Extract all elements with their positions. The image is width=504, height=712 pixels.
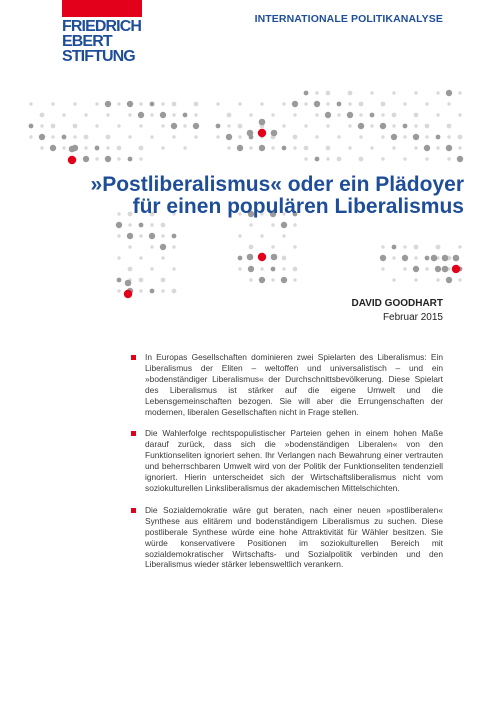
map-dot	[315, 135, 318, 138]
map-dot	[403, 124, 408, 129]
map-dot	[62, 113, 65, 116]
map-dot	[128, 135, 131, 138]
map-dot	[370, 146, 373, 149]
map-dot	[348, 146, 351, 149]
map-dot	[442, 266, 449, 273]
map-dot	[238, 102, 241, 105]
map-dot	[138, 112, 144, 118]
map-dot	[84, 135, 89, 140]
map-dot	[271, 267, 276, 272]
map-dot	[40, 146, 43, 149]
map-dot	[282, 102, 285, 105]
map-dot	[39, 134, 45, 140]
map-dot	[105, 156, 111, 162]
map-dot	[436, 278, 439, 281]
summary-item	[131, 352, 443, 417]
map-dot	[260, 267, 263, 270]
map-dot	[337, 102, 342, 107]
map-dot	[359, 113, 362, 116]
map-dot	[325, 112, 331, 118]
map-dot	[237, 145, 243, 151]
map-dot	[139, 223, 144, 228]
map-dot	[271, 223, 274, 226]
map-dot	[403, 157, 406, 160]
map-dot	[29, 124, 34, 129]
map-dot	[424, 145, 430, 151]
map-dot	[281, 277, 287, 283]
map-dot	[161, 256, 164, 259]
map-dot	[249, 113, 252, 116]
map-dot	[293, 113, 296, 116]
map-dot	[139, 146, 144, 151]
map-dot	[249, 278, 252, 281]
map-dot	[149, 233, 155, 239]
map-dot	[139, 124, 142, 127]
bullet-square-icon	[131, 508, 136, 513]
map-dot	[117, 289, 120, 292]
map-dot	[425, 102, 428, 105]
map-dot	[125, 280, 132, 287]
map-dot	[392, 91, 395, 94]
map-dot	[391, 134, 397, 140]
bullet-square-icon	[131, 431, 136, 436]
map-dot	[447, 102, 450, 105]
map-dot	[73, 124, 78, 129]
fes-logo	[62, 19, 162, 64]
map-dot	[359, 102, 364, 107]
map-dot	[381, 113, 384, 116]
map-dot	[227, 113, 232, 118]
map-dot	[172, 289, 177, 294]
author-name: DAVID GOODHART	[351, 298, 443, 309]
logo-red-bar	[62, 0, 142, 17]
map-dot	[414, 146, 417, 149]
map-dot	[172, 267, 175, 270]
map-dot	[117, 102, 120, 105]
map-dot	[106, 146, 109, 149]
map-dot-highlight	[124, 290, 132, 298]
logo-line-1: FRIEDRICH	[62, 18, 142, 35]
map-dot	[150, 135, 153, 138]
map-dot	[238, 124, 243, 129]
map-dot	[414, 113, 419, 118]
map-dot	[51, 124, 56, 129]
map-dot	[139, 278, 144, 283]
map-dot	[106, 113, 109, 116]
map-dot	[95, 102, 98, 105]
summary-text: Die Wahlerfolge rechtspopulistischer Parteien gehen in einem hohen Maße darauf zurück, dass sich die »bodenständigen Liberalen« von den Funktionseliten ignoriert sehen. Ihr Verlangen nach Bewahrung einer vertrauten und beherrschbaren Umwelt wird von der Politik der Funktionseliten tendenziell ignoriert. Hierin unterscheidet sich der Wirtschaftsliberalismus nicht vom soziokulturellen Linksliberalismus der akademischen Mittelschichten.	[145, 428, 443, 493]
map-dot	[447, 157, 450, 160]
map-dot	[392, 245, 397, 250]
map-dot	[150, 102, 155, 107]
summary-item	[131, 428, 443, 493]
map-dot	[238, 267, 241, 270]
map-dot	[292, 101, 298, 107]
map-dot	[347, 112, 353, 118]
map-dot	[293, 278, 296, 281]
map-dot	[161, 289, 164, 292]
map-dot	[446, 277, 452, 283]
title-line-1: »Postliberalismus« oder ein Plädoyer	[90, 173, 464, 196]
map-dot	[281, 222, 287, 228]
map-dot	[381, 245, 384, 248]
map-dot	[69, 146, 76, 153]
map-dot	[414, 124, 417, 127]
map-dot	[435, 266, 441, 272]
map-dot	[172, 135, 175, 138]
map-dot	[458, 113, 461, 116]
map-dot	[358, 123, 364, 129]
map-dot	[172, 102, 177, 107]
map-dot	[50, 145, 56, 151]
map-dot	[425, 135, 428, 138]
map-dot	[315, 157, 320, 162]
map-dot	[392, 256, 395, 259]
map-dot	[83, 156, 89, 162]
map-dot	[40, 124, 43, 127]
map-dot	[392, 124, 395, 127]
map-dot	[425, 157, 428, 160]
map-dot	[348, 91, 353, 96]
map-dot	[458, 91, 461, 94]
map-dot	[139, 256, 142, 259]
map-dot	[381, 102, 386, 107]
map-dot	[150, 289, 155, 294]
map-dot	[293, 135, 298, 140]
map-dot	[172, 113, 175, 116]
map-dot	[84, 113, 87, 116]
map-dot	[414, 278, 417, 281]
map-dot	[337, 135, 340, 138]
map-dot	[381, 135, 384, 138]
map-dot	[171, 123, 177, 129]
map-dot	[95, 146, 100, 151]
map-dot	[414, 91, 417, 94]
publication-date: Februar 2015	[382, 312, 443, 323]
map-dot	[238, 256, 243, 261]
map-dot-highlight	[452, 265, 460, 273]
map-dot	[95, 157, 98, 160]
map-dot	[315, 113, 318, 116]
summary-text: In Europas Gesellschaften dominieren zwei Spielarten des Liberalismus: Ein Liberalismus der Eliten – weltoffen und universalistisch – und ein »bodenständiger Liberalismus« der Durchschnittsbevölkerung. Diese Spielart des Liberalismus ist stärker auf die eigene Umwelt und die Lebensgemeinschaften bezogen. Sie will aber die Errungenschaften der modernen, liberalen Gesellschaften nicht in Frage stellen.	[145, 352, 443, 417]
map-dot	[150, 113, 153, 116]
map-dot	[139, 157, 142, 160]
map-dot	[84, 146, 87, 149]
map-dot	[271, 146, 274, 149]
map-dot	[348, 124, 351, 127]
map-dot	[453, 255, 460, 262]
map-dot	[194, 113, 197, 116]
map-dot	[337, 113, 340, 116]
map-dot	[51, 135, 54, 138]
map-dot	[380, 123, 386, 129]
map-dot	[139, 289, 142, 292]
map-dot	[73, 135, 76, 138]
map-dot	[116, 222, 122, 228]
map-dot	[282, 146, 287, 151]
map-dot	[29, 135, 32, 138]
map-dot	[249, 146, 252, 149]
map-dot	[216, 124, 221, 129]
map-dot	[414, 256, 417, 259]
map-dot	[216, 135, 219, 138]
map-dot	[370, 91, 373, 94]
map-dot	[402, 255, 408, 261]
map-dot	[446, 90, 452, 96]
map-dot	[326, 157, 329, 160]
map-dot	[436, 113, 439, 116]
map-dot	[359, 135, 362, 138]
map-dot	[260, 234, 263, 237]
map-dot	[282, 256, 287, 261]
map-dot-highlight	[258, 253, 266, 261]
map-dot	[403, 245, 406, 248]
map-dot	[128, 223, 131, 226]
map-dot	[282, 124, 285, 127]
map-dot	[160, 244, 166, 250]
map-dot	[425, 124, 430, 129]
map-dot	[172, 234, 177, 239]
map-dot	[216, 102, 219, 105]
map-dot	[247, 254, 254, 261]
map-dot	[194, 135, 197, 138]
map-dot	[105, 101, 111, 107]
map-dot	[442, 255, 449, 262]
map-dot	[425, 267, 428, 270]
map-dot	[117, 146, 122, 151]
map-dot	[381, 267, 384, 270]
map-dot	[249, 223, 252, 226]
map-dot	[247, 130, 254, 137]
map-dot	[370, 124, 373, 127]
map-dot	[436, 146, 439, 149]
map-dot	[40, 113, 45, 118]
map-dot	[271, 245, 274, 248]
summary-item	[131, 505, 443, 570]
map-dot	[436, 245, 441, 250]
map-dot	[127, 233, 133, 239]
map-dot	[249, 245, 254, 250]
map-dot	[380, 255, 386, 261]
map-dot	[62, 146, 65, 149]
map-dot	[161, 102, 164, 105]
map-dot	[304, 146, 309, 151]
map-dot	[227, 124, 230, 127]
map-dot	[150, 267, 153, 270]
map-dot	[73, 102, 76, 105]
map-dot	[226, 134, 232, 140]
map-dot	[414, 245, 419, 250]
map-dot	[403, 135, 406, 138]
map-dot	[446, 145, 452, 151]
logo-line-2: EBERT	[62, 33, 112, 50]
map-dot	[117, 157, 120, 160]
map-dot	[293, 245, 296, 248]
map-dot	[370, 113, 375, 118]
map-dot	[161, 124, 164, 127]
map-dot	[271, 278, 274, 281]
map-dot	[161, 278, 166, 283]
bullet-square-icon	[131, 355, 136, 360]
map-dot	[304, 91, 309, 96]
map-dot	[293, 223, 296, 226]
map-dot	[139, 102, 142, 105]
map-dot	[128, 157, 133, 162]
map-dot	[326, 124, 329, 127]
map-dot	[259, 119, 266, 126]
map-dot	[139, 234, 142, 237]
map-dot	[447, 135, 450, 138]
map-dot	[282, 267, 285, 270]
map-dot	[183, 124, 186, 127]
map-dot	[392, 113, 397, 118]
map-dot	[271, 113, 274, 116]
map-dot	[160, 112, 166, 118]
map-dot	[413, 266, 419, 272]
map-dot	[227, 146, 230, 149]
map-dot	[117, 256, 120, 259]
map-dot	[117, 278, 122, 283]
map-dot	[260, 102, 263, 105]
map-dot	[271, 130, 278, 137]
map-dot	[326, 102, 329, 105]
map-dot	[425, 256, 430, 261]
map-dot	[259, 277, 265, 283]
map-dot	[304, 157, 307, 160]
map-dot	[161, 223, 166, 228]
page-title	[40, 174, 464, 218]
map-dot	[403, 267, 406, 270]
map-dot	[29, 102, 32, 105]
map-dot	[127, 101, 133, 107]
map-dot	[172, 245, 175, 248]
map-dot	[194, 102, 199, 107]
map-dot	[326, 91, 331, 96]
summary-list	[131, 352, 443, 581]
map-dot	[128, 267, 133, 272]
map-dot	[458, 135, 463, 140]
map-dot	[304, 102, 307, 105]
map-dot	[117, 234, 120, 237]
map-dot	[431, 255, 438, 262]
map-dot	[381, 157, 384, 160]
map-dot-highlight	[68, 156, 76, 164]
map-dot	[314, 101, 320, 107]
map-dot	[392, 278, 395, 281]
map-dot	[458, 146, 461, 149]
map-dot	[183, 113, 188, 118]
map-dot	[458, 245, 461, 248]
map-dot	[359, 157, 364, 162]
map-dot	[238, 135, 241, 138]
map-dot	[447, 124, 452, 129]
map-dot	[106, 135, 111, 140]
map-dot	[62, 135, 67, 140]
map-dot	[282, 234, 285, 237]
map-dot	[150, 223, 153, 226]
series-label: INTERNATIONALE POLITIKANALYSE	[254, 13, 443, 25]
map-dot	[150, 245, 153, 248]
map-dot	[128, 113, 131, 116]
map-dot	[413, 134, 419, 140]
map-dot	[128, 245, 131, 248]
map-dot	[193, 123, 199, 129]
map-dot	[161, 234, 164, 237]
map-dot	[457, 156, 463, 162]
map-dot	[458, 278, 461, 281]
map-dot	[315, 91, 318, 94]
title-line-2: für einen populären Liberalismus	[132, 195, 464, 218]
map-dot	[238, 234, 241, 237]
map-dot	[95, 124, 98, 127]
map-dot-highlight	[258, 129, 266, 137]
map-dot	[348, 102, 351, 105]
map-dot	[51, 102, 54, 105]
map-dot	[183, 146, 186, 149]
map-dot	[326, 146, 331, 151]
map-dot	[337, 157, 342, 162]
logo-line-3: STIFTUNG	[62, 48, 135, 65]
map-dot	[161, 146, 164, 149]
map-dot	[293, 146, 296, 149]
map-dot	[248, 266, 254, 272]
map-dot	[403, 102, 406, 105]
map-dot	[117, 124, 120, 127]
map-dot	[392, 146, 395, 149]
map-dot	[436, 91, 439, 94]
summary-text: Die Sozialdemokratie wäre gut beraten, nach einer neuen »postliberalen« Synthese aus elitärem und bodenständigem Liberalismus zu suchen. Diese postliberale Synthese würde eine hohe Attraktivität für Wähler besitzen. Sie würde konservativere Positionen im soziokulturellen Bereich mit sozialdemokratischer Wirtschafts- und Sozialpolitik verbinden und den Liberalismus wieder stärker lebensweltlich verankern.	[145, 504, 443, 570]
map-dot	[271, 254, 278, 261]
map-dot	[436, 135, 441, 140]
map-dot	[293, 267, 298, 272]
map-dot	[259, 145, 265, 151]
map-dot	[304, 124, 307, 127]
